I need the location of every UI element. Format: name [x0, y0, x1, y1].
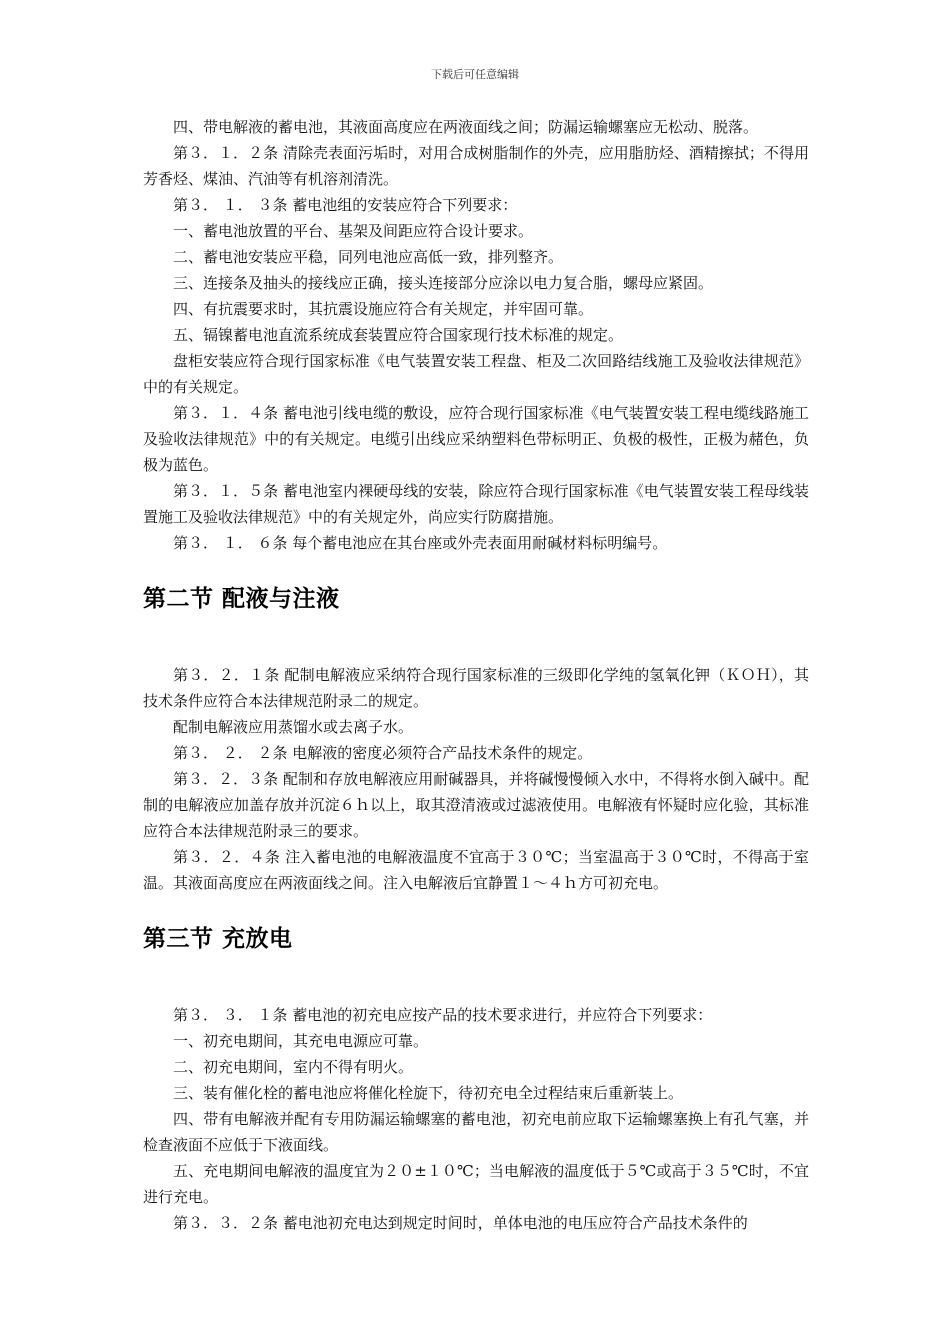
section2-body — [143, 662, 809, 896]
section-heading-3: 第三节 充放电 — [143, 926, 293, 952]
paragraph: 第３． ３． １条 蓄电池的初充电应按产品的技术要求进行，并应符合下列要求： — [173, 1006, 713, 1024]
section3-body — [143, 1002, 809, 1236]
paragraph: 第３．１．４条 蓄电池引线电缆的敷设，应符合现行国家标准《电气装置安装工程电缆线路施工及验收法律规范》中的有关规定。电缆引出线应采纳塑料色带标明正、负极的极性，正极为赭色，负极为蓝色。 — [143, 404, 809, 474]
paragraph: 五、镉镍蓄电池直流系统成套装置应符合国家现行技术标准的规定。 — [173, 326, 624, 344]
paragraph: 三、装有催化栓的蓄电池应将催化栓旋下，待初充电全过程结束后重新装上。 — [173, 1084, 684, 1102]
paragraph: 配制电解液应用蒸馏水或去离子水。 — [173, 718, 414, 736]
header-note: 下载后可任意编辑 — [431, 68, 519, 81]
block1 — [143, 114, 809, 556]
paragraph: 一、蓄电池放置的平台、基架及间距应符合设计要求。 — [173, 222, 534, 240]
section-heading-2: 第二节 配液与注液 — [143, 586, 340, 612]
paragraph: 盘柜安装应符合现行国家标准《电气装置安装工程盘、柜及二次回路结线施工及验收法律规范》中的有关规定。 — [143, 352, 809, 396]
paragraph: 第３．２．４条 注入蓄电池的电解液温度不宜高于３０℃；当室温高于３０℃时，不得高于室温。其液面高度应在两液面线之间。注入电解液后宜静置１～４ｈ方可初充电。 — [143, 848, 809, 892]
paragraph: 二、初充电期间，室内不得有明火。 — [173, 1058, 414, 1076]
paragraph: 三、连接条及抽头的接线应正确，接头连接部分应涂以电力复合脂，螺母应紧固。 — [173, 274, 714, 292]
paragraph: 四、有抗震要求时，其抗震设施应符合有关规定，并牢固可靠。 — [173, 300, 594, 318]
paragraph: 第３． １． ６条 每个蓄电池应在其台座或外壳表面用耐碱材料标明编号。 — [173, 534, 668, 552]
paragraph: 第３． １． ３条 蓄电池组的安装应符合下列要求： — [173, 196, 518, 214]
paragraph: 第３．３．２条 蓄电池初充电达到规定时间时，单体电池的电压应符合产品技术条件的 — [173, 1214, 748, 1232]
paragraph: 二、蓄电池安装应平稳，同列电池应高低一致，排列整齐。 — [173, 248, 564, 266]
paragraph: 五、充电期间电解液的温度宜为２０±１０℃；当电解液的温度低于５℃或高于３５℃时，不宜进行充电。 — [143, 1162, 809, 1206]
paragraph: 第３．１．２条 清除壳表面污垢时，对用合成树脂制作的外壳，应用脂肪烃、酒精擦拭；不得用芳香烃、煤油、汽油等有机溶剂清洗。 — [143, 144, 809, 188]
paragraph: 第３． ２． ２条 电解液的密度必须符合产品技术条件的规定。 — [173, 744, 593, 762]
paragraph: 第３．１．５条 蓄电池室内裸硬母线的安装，除应符合现行国家标准《电气装置安装工程母线装置施工及验收法律规范》中的有关规定外，尚应实行防腐措施。 — [143, 482, 809, 526]
paragraph: 四、带有电解液并配有专用防漏运输螺塞的蓄电池，初充电前应取下运输螺塞换上有孔气塞，并检查液面不应低于下液面线。 — [143, 1110, 809, 1154]
paragraph: 第３．２．１条 配制电解液应采纳符合现行国家标准的三级即化学纯的氢氧化钾（ＫＯＨ），其技术条件应符合本法律规范附录二的规定。 — [143, 666, 809, 710]
paragraph: 第３．２．３条 配制和存放电解液应用耐碱器具，并将碱慢慢倾入水中，不得将水倒入碱中。配制的电解液应加盖存放并沉淀６ｈ以上，取其澄清液或过滤液使用。电解液有怀疑时应化验，其标准应符合本法律规范附录三的要求。 — [143, 770, 809, 840]
paragraph: 四、带电解液的蓄电池，其液面高度应在两液面线之间；防漏运输螺塞应无松动、脱落。 — [173, 118, 759, 136]
paragraph: 一、初充电期间，其充电电源应可靠。 — [173, 1032, 429, 1050]
document-body — [143, 114, 809, 1236]
